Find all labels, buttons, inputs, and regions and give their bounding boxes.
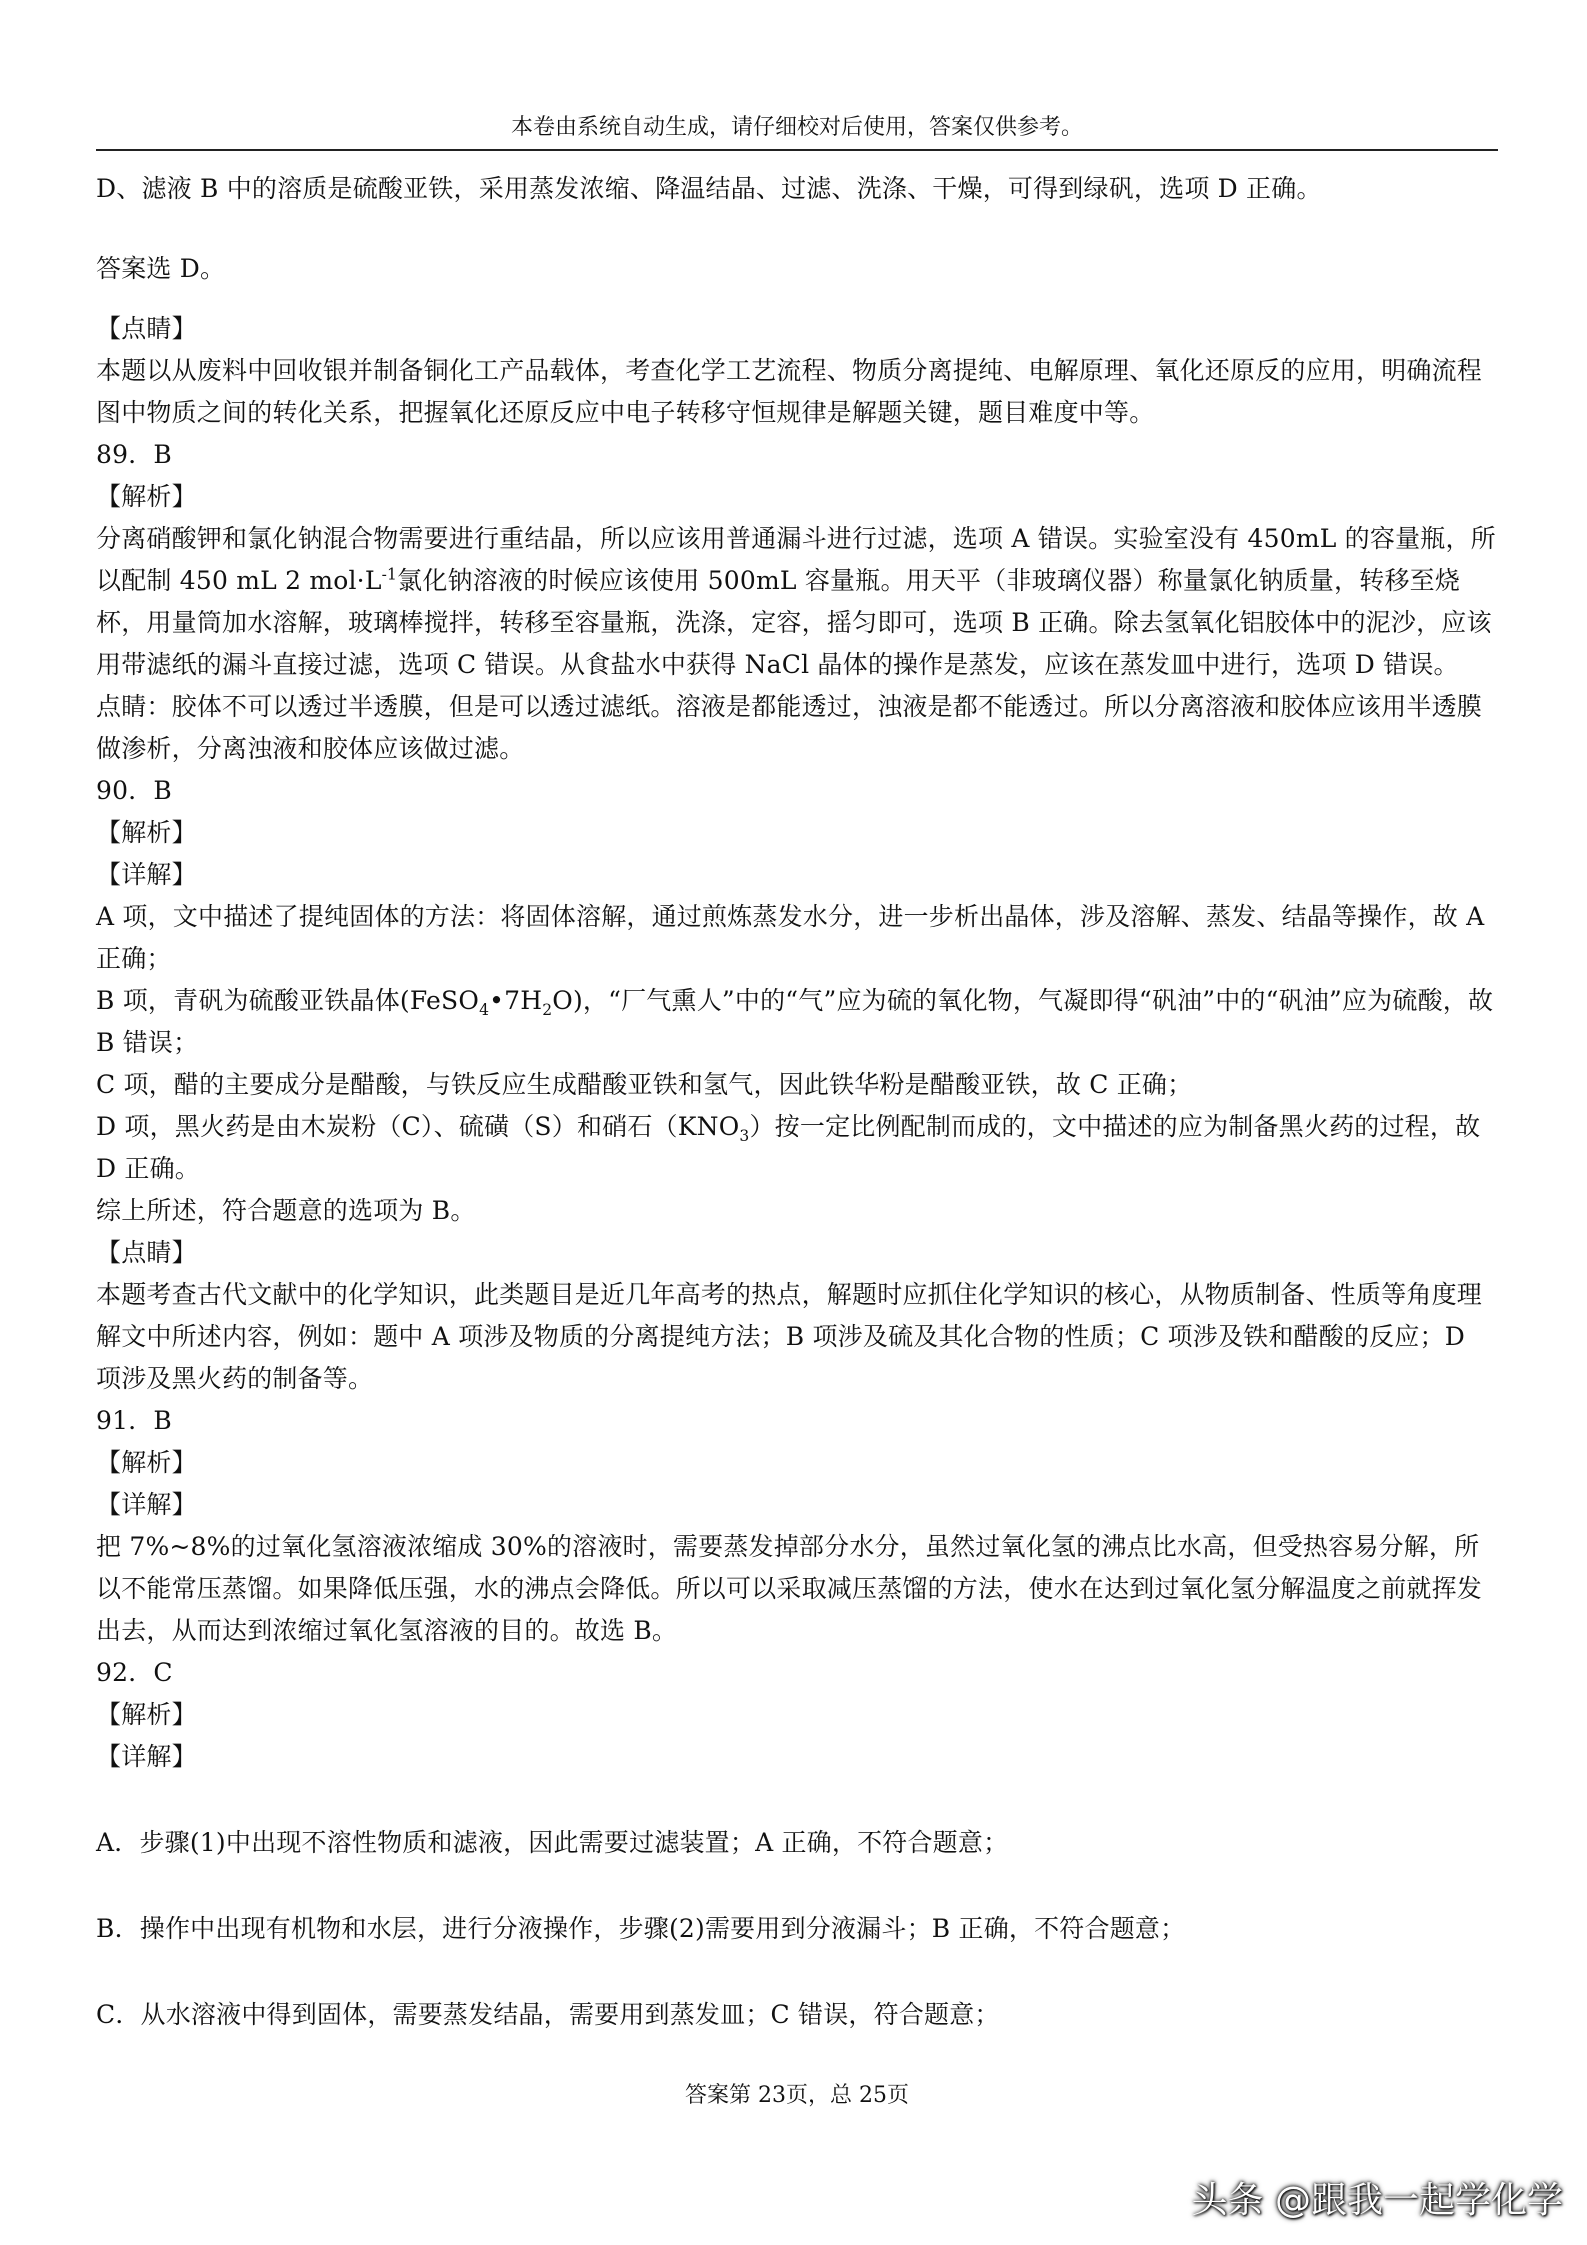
section-label-xiangjie: 【详解】 bbox=[96, 860, 197, 889]
q89-analysis-paragraph bbox=[96, 518, 1498, 686]
section-label-xiangjie: 【详解】 bbox=[96, 1742, 197, 1771]
question-92-answer: 92．C bbox=[96, 1658, 173, 1687]
q90-item-b bbox=[96, 980, 1498, 1064]
q90-b-text-b: •7H bbox=[489, 986, 543, 1015]
section-label-xiangjie: 【详解】 bbox=[96, 1490, 197, 1519]
answer-line: 答案选 D。 bbox=[96, 254, 226, 283]
section-label-jiexi: 【解析】 bbox=[96, 1700, 197, 1729]
q89-superscript: -1 bbox=[381, 565, 398, 584]
q90-b-sub-2: 2 bbox=[542, 1001, 553, 1019]
question-90-answer: 90．B bbox=[96, 776, 172, 805]
q89-text-a: 分离硝酸钾和氯化钠混合物需要进行重结晶，所以应该用普通漏斗进行过滤，选项 A 错误。实验室没有 450mL 的容量瓶，所以配制 450 mL 2 mol·L bbox=[96, 524, 1496, 595]
section-label-dianjing: 【点睛】 bbox=[96, 1238, 197, 1267]
q89-text-b: 氯化钠溶液的时候应该使用 500mL 容量瓶。用天平（非玻璃仪器）称量氯化钠质量，转移至烧杯，用量筒加水溶解，玻璃棒搅拌，转移至容量瓶，洗涤，定容，摇匀即可，选项 B 正确。除去氢氧化铝胶体中的泥沙，应该用带滤纸的漏斗直接过滤，选项 C 错误。从食盐水中获得 NaCl 晶体的操作是蒸发，应该在蒸发皿中进行，选项 D 错误。 bbox=[96, 566, 1492, 679]
q91-paragraph: 把 7%~8%的过氧化氢溶液浓缩成 30%的溶液时，需要蒸发掉部分水分，虽然过氧化氢的沸点比水高，但受热容易分解，所以不能常压蒸馏。如果降低压强，水的沸点会降低。所以可以采取减压蒸馏的方法，使水在达到过氧化氢分解温度之前就挥发出去，从而达到浓缩过氧化氢溶液的目的。故选 B。 bbox=[96, 1532, 1483, 1645]
question-91-answer: 91．B bbox=[96, 1406, 172, 1435]
page-header: 本卷由系统自动生成，请仔细校对后使用，答案仅供参考。 bbox=[510, 115, 1083, 140]
q92-option-c: C．从水溶液中得到固体，需要蒸发结晶，需要用到蒸发皿；C 错误，符合题意； bbox=[96, 2000, 1000, 2029]
q89-dianjing-paragraph: 点睛：胶体不可以透过半透膜，但是可以透过滤纸。溶液是都能透过，浊液是都不能透过。所以分离溶液和胶体应该用半透膜做渗析，分离浊液和胶体应该做过滤。 bbox=[96, 692, 1483, 763]
q90-d-text-b: ）按一定比例配制而成的，文中描述的应为制备黑火药的过程，故 D 正确。 bbox=[96, 1112, 1481, 1183]
watermark: 头条 @跟我一起学化学 bbox=[1191, 2180, 1563, 2221]
q90-b-sub-4: 4 bbox=[479, 1001, 490, 1019]
dianjing-paragraph: 本题以从废料中回收银并制备铜化工产品载体，考查化学工艺流程、物质分离提纯、电解原理、氧化还原反的应用，明确流程图中物质之间的转化关系，把握氧化还原反应中电子转移守恒规律是解题关键，题目难度中等。 bbox=[96, 356, 1483, 427]
q90-summary: 综上所述，符合题意的选项为 B。 bbox=[96, 1196, 476, 1225]
header-divider bbox=[96, 149, 1498, 151]
answer-content bbox=[96, 168, 1498, 2036]
q92-option-a: A．步骤(1)中出现不溶性物质和滤液，因此需要过滤装置；A 正确，不符合题意； bbox=[96, 1828, 1009, 1857]
q92-option-b: B．操作中出现有机物和水层，进行分液操作，步骤(2)需要用到分液漏斗；B 正确，不符合题意； bbox=[96, 1914, 1186, 1943]
section-label-dianjing: 【点睛】 bbox=[96, 314, 197, 343]
question-89-answer: 89．B bbox=[96, 440, 172, 469]
section-label-jiexi: 【解析】 bbox=[96, 482, 197, 511]
q90-d-sub-3: 3 bbox=[739, 1127, 750, 1145]
q90-item-a: A 项，文中描述了提纯固体的方法：将固体溶解，通过煎炼蒸发水分，进一步析出晶体，涉及溶解、蒸发、结晶等操作，故 A 正确； bbox=[96, 902, 1485, 973]
q90-d-text-a: D 项，黑火药是由木炭粉（C）、硫磺（S）和硝石（KNO bbox=[96, 1112, 740, 1141]
q90-dianjing-paragraph: 本题考查古代文献中的化学知识，此类题目是近几年高考的热点，解题时应抓住化学知识的核心，从物质制备、性质等角度理解文中所述内容，例如：题中 A 项涉及物质的分离提纯方法；B 项涉及硫及其化合物的性质；C 项涉及铁和醋酸的反应；D 项涉及黑火药的制备等。 bbox=[96, 1280, 1483, 1393]
option-d-paragraph: D、滤液 B 中的溶质是硫酸亚铁，采用蒸发浓缩、降温结晶、过滤、洗涤、干燥，可得到绿矾，选项 D 正确。 bbox=[96, 174, 1322, 203]
q90-b-text-c: O)，“厂气熏人”中的“气”应为硫的氧化物，气凝即得“矾油”中的“矾油”应为硫酸，故 B 错误； bbox=[96, 986, 1494, 1057]
q90-b-text-a: B 项，青矾为硫酸亚铁晶体(FeSO bbox=[96, 986, 480, 1015]
section-label-jiexi: 【解析】 bbox=[96, 1448, 197, 1477]
page-footer: 答案第 23页，总 25页 bbox=[685, 2083, 909, 2108]
q90-item-d bbox=[96, 1106, 1498, 1190]
section-label-jiexi: 【解析】 bbox=[96, 818, 197, 847]
q90-item-c: C 项，醋的主要成分是醋酸，与铁反应生成醋酸亚铁和氢气，因此铁华粉是醋酸亚铁，故 C 正确； bbox=[96, 1070, 1193, 1099]
